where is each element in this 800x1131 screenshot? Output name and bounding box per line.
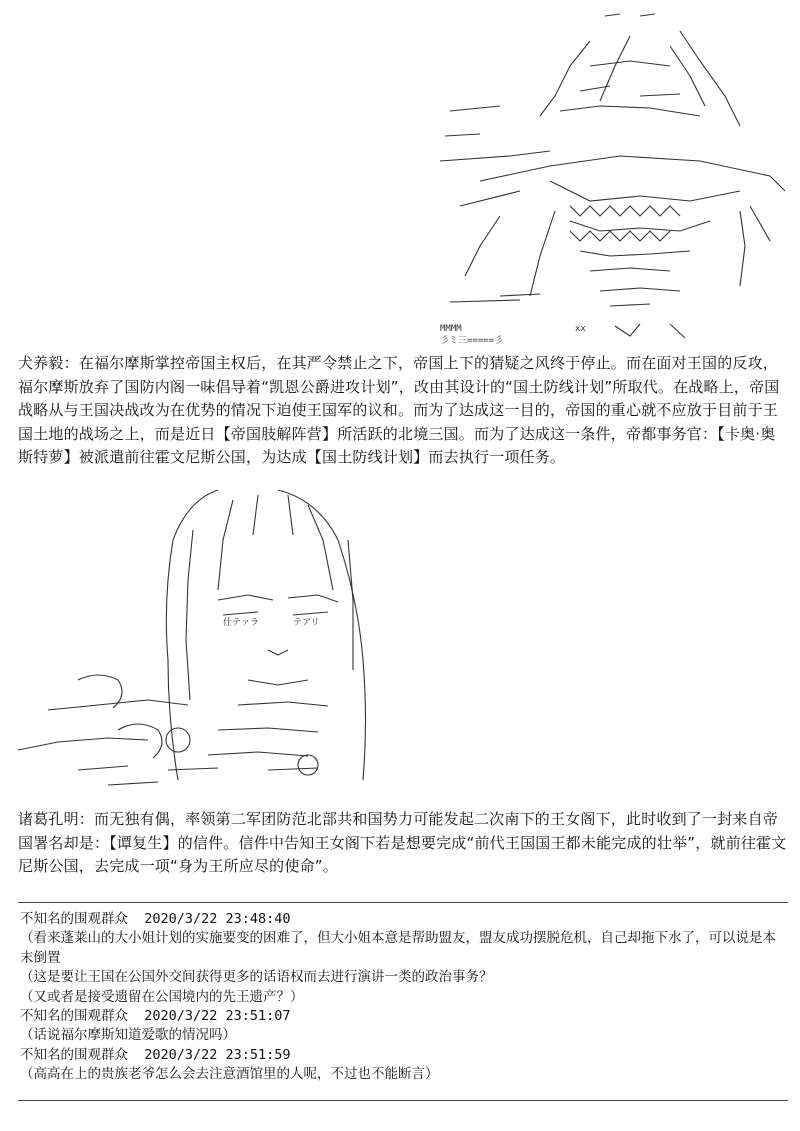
comment-text: （又或者是接受遗留在公国境内的先王遗产？） <box>20 988 304 1005</box>
comments-divider-bottom <box>18 1100 788 1101</box>
comment-header <box>20 1046 788 1065</box>
comment-text: （这是要让王国在公国外交间获得更多的话语权而去进行演讲一类的政治事务？ <box>20 969 493 986</box>
art-text-left-eye: 仕テァラ <box>223 618 260 628</box>
comment-header <box>20 1007 788 1026</box>
comments-divider-top <box>18 902 788 903</box>
comment-text: （话说福尔摩斯知道爱歌的情况吗） <box>20 1027 236 1044</box>
art-text-xx: xx <box>575 324 586 334</box>
comment-text: （高高在上的贵族老爷怎么会去注意酒馆里的人呢，不过也不能断言） <box>20 1066 439 1083</box>
comment-entry <box>20 910 788 1007</box>
comment-author: 不知名的围观群众 <box>20 911 128 927</box>
narration-paragraph-1: 犬养毅：在福尔摩斯掌控帝国主权后，在其严令禁止之下，帝国上下的猜疑之风终于停止。而在面对王国的反攻，福尔摩斯放弃了国防内阁一味倡导着“凯恩公爵进攻计划”，改由其设计的“国土防线计划”所取代。在战略上，帝国战略从与王国决战改为在优势的情况下迫使王国军的议和。而为了达成这一目的，帝国的重心就不应放于目前于王国土地的战场之上，而是近日【帝国肢解阵营】所活跃的北境三国。而为了达成这一条件，帝都事务官：【卡奥·奥斯特萝】被派遣前往霍文尼斯公国，为达成【国土防线计划】而去执行一项任务。 <box>18 354 780 466</box>
narration-paragraph-2: 诸葛孔明：而无独有偶，率领第二军团防范北部共和国势力可能发起二次南下的王女阁下，此时收到了一封来自帝国署名却是：【谭复生】的信件。信件中告知王女阁下若是想要完成“前代王国国王都未能完成的壮举”，就前往霍文尼斯公国，去完成一项“身为王所应尽的使命”。 <box>18 810 787 875</box>
comment-entry <box>20 1007 788 1046</box>
comment-author: 不知名的围观群众 <box>20 1008 128 1025</box>
art-text-mmmm: MMMM <box>440 324 462 334</box>
ascii-art-figure-top <box>440 6 790 351</box>
comment-entry <box>20 1046 788 1085</box>
art-text-right-eye: テアリ <box>293 618 320 628</box>
ascii-art-figure-bottom <box>18 480 388 805</box>
comment-text: （看来蓬莱山的大小姐计划的实施要变的困难了，但大小姐本意是帮助盟友，盟友成功摆脱危机，自己却拖下水了，可以说是本末倒置 <box>20 930 776 966</box>
comment-timestamp: 2020/3/22 23:51:07 <box>144 1008 291 1025</box>
comment-section <box>20 910 788 1085</box>
comment-header <box>20 910 788 929</box>
comment-timestamp: 2020/3/22 23:48:40 <box>144 911 291 927</box>
art-text-wave: 彡ミ三=====彡 <box>440 336 504 346</box>
comment-timestamp: 2020/3/22 23:51:59 <box>144 1046 291 1063</box>
comment-author: 不知名的围观群众 <box>20 1046 128 1063</box>
